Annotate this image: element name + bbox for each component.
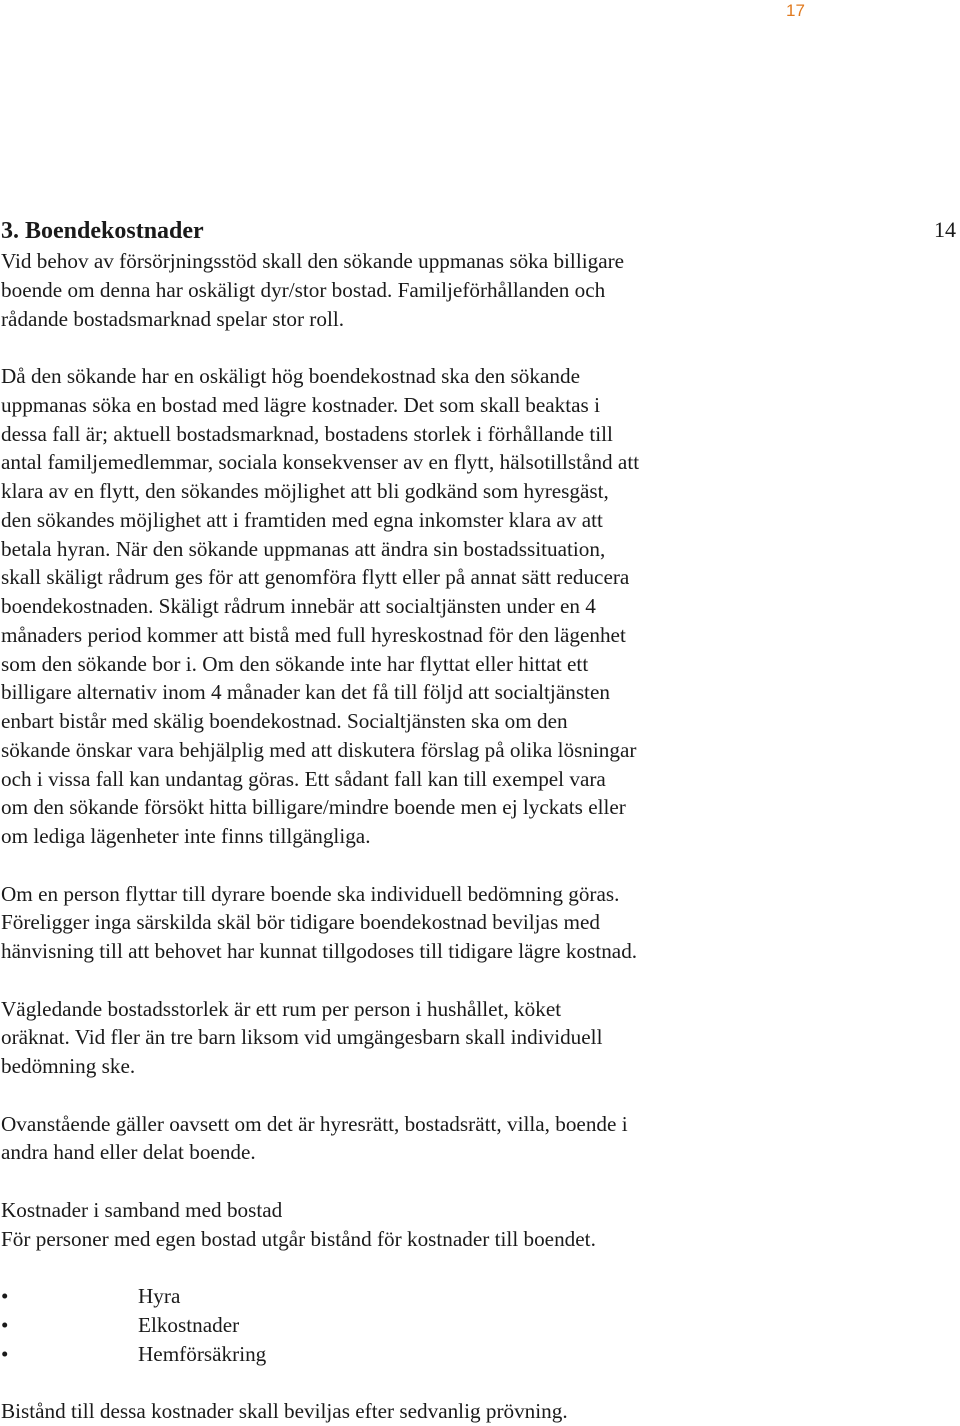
paragraph-tenure-types: Ovanstående gäller oavsett om det är hyresrätt, bostadsrätt, villa, boende i andra hand eller delat boende. <box>1 1111 628 1165</box>
paragraph-expensive-move: Om en person flyttar till dyrare boende ska individuell bedömning göras. Föreligger inga särskilda skäl bör tidigare boendekostnad beviljas med hänvisning till att behovet har kunnat tillgodoses till tidigare lägre kostnad. <box>1 881 638 963</box>
list-item <box>1 1282 901 1311</box>
bullet-icon: • <box>1 1341 9 1366</box>
paragraph-housing-costs: Kostnader i samband med bostad För personer med egen bostad utgår bistånd för kostnader till boendet. <box>1 1197 596 1251</box>
list-item-label: Hyra <box>138 1284 181 1308</box>
list-item <box>1 1311 901 1340</box>
list-item-label: Hemförsäkring <box>138 1341 267 1366</box>
paragraph-intro: Vid behov av försörjningsstöd skall den sökande uppmanas söka billigare boende om denna har oskäligt dyr/stor bostad. Familjeförhållanden och rådande bostadsmarknad spelar stor roll. <box>1 249 625 331</box>
section-heading: 3. Boendekostnader <box>1 218 204 244</box>
paragraph-closing: Bistånd till dessa kostnader skall beviljas efter sedvanlig prövning. <box>1 1399 568 1423</box>
viewer-page-number: 17 <box>786 1 805 20</box>
document-page-number: 14 <box>934 217 956 242</box>
paragraph-housing-size: Vägledande bostadsstorlek är ett rum per person i hushållet, köket oräknat. Vid fler än tre barn liksom vid umgängesbarn skall individuell bedömning ske. <box>1 996 603 1078</box>
bullet-icon: • <box>1 1284 9 1308</box>
bullet-icon: • <box>1 1312 9 1337</box>
cost-list <box>1 1282 901 1368</box>
list-item-label: Elkostnader <box>138 1312 240 1337</box>
list-item <box>1 1340 901 1369</box>
paragraph-reasonable-cost: Då den sökande har en oskäligt hög boendekostnad ska den sökande uppmanas söka en bostad med lägre kostnader. Det som skall beaktas i dessa fall är; aktuell bostadsmarknad, bostadens storlek i förhållande till antal familjemedlemmar, sociala konsekvenser av en flytt, hälsotillstånd att klara av en flytt, den sökandes möjlighet att bli godkänd som hyresgäst, den sökandes möjlighet att i framtiden med egna inkomster klara av att betala hyran. När den sökande uppmanas att ändra sin bostadssituation, skall skäligt rådrum ges för att genomföra flytt eller på annat sätt reducera boendekostnaden. Skäligt rådrum innebär att socialtjänsten under en 4 månaders period kommer att bistå med full hyreskostnad för den lägenhet som den sökande bor i. Om den sökande inte har flyttat eller hittat ett billigare alternativ inom 4 månader kan det få till följd att socialtjänsten enbart bistår med skälig boendekostnad. Socialtjänsten ska om den sökande önskar vara behjälplig med att diskutera förslag på olika lösningar och i vissa fall kan undantag göras. Ett sådant fall kan till exempel vara om den sökande försökt hitta billigare/mindre boende men ej lyckats eller om lediga lägenheter inte finns tillgängliga. <box>1 364 640 848</box>
document-body <box>1 215 901 1426</box>
